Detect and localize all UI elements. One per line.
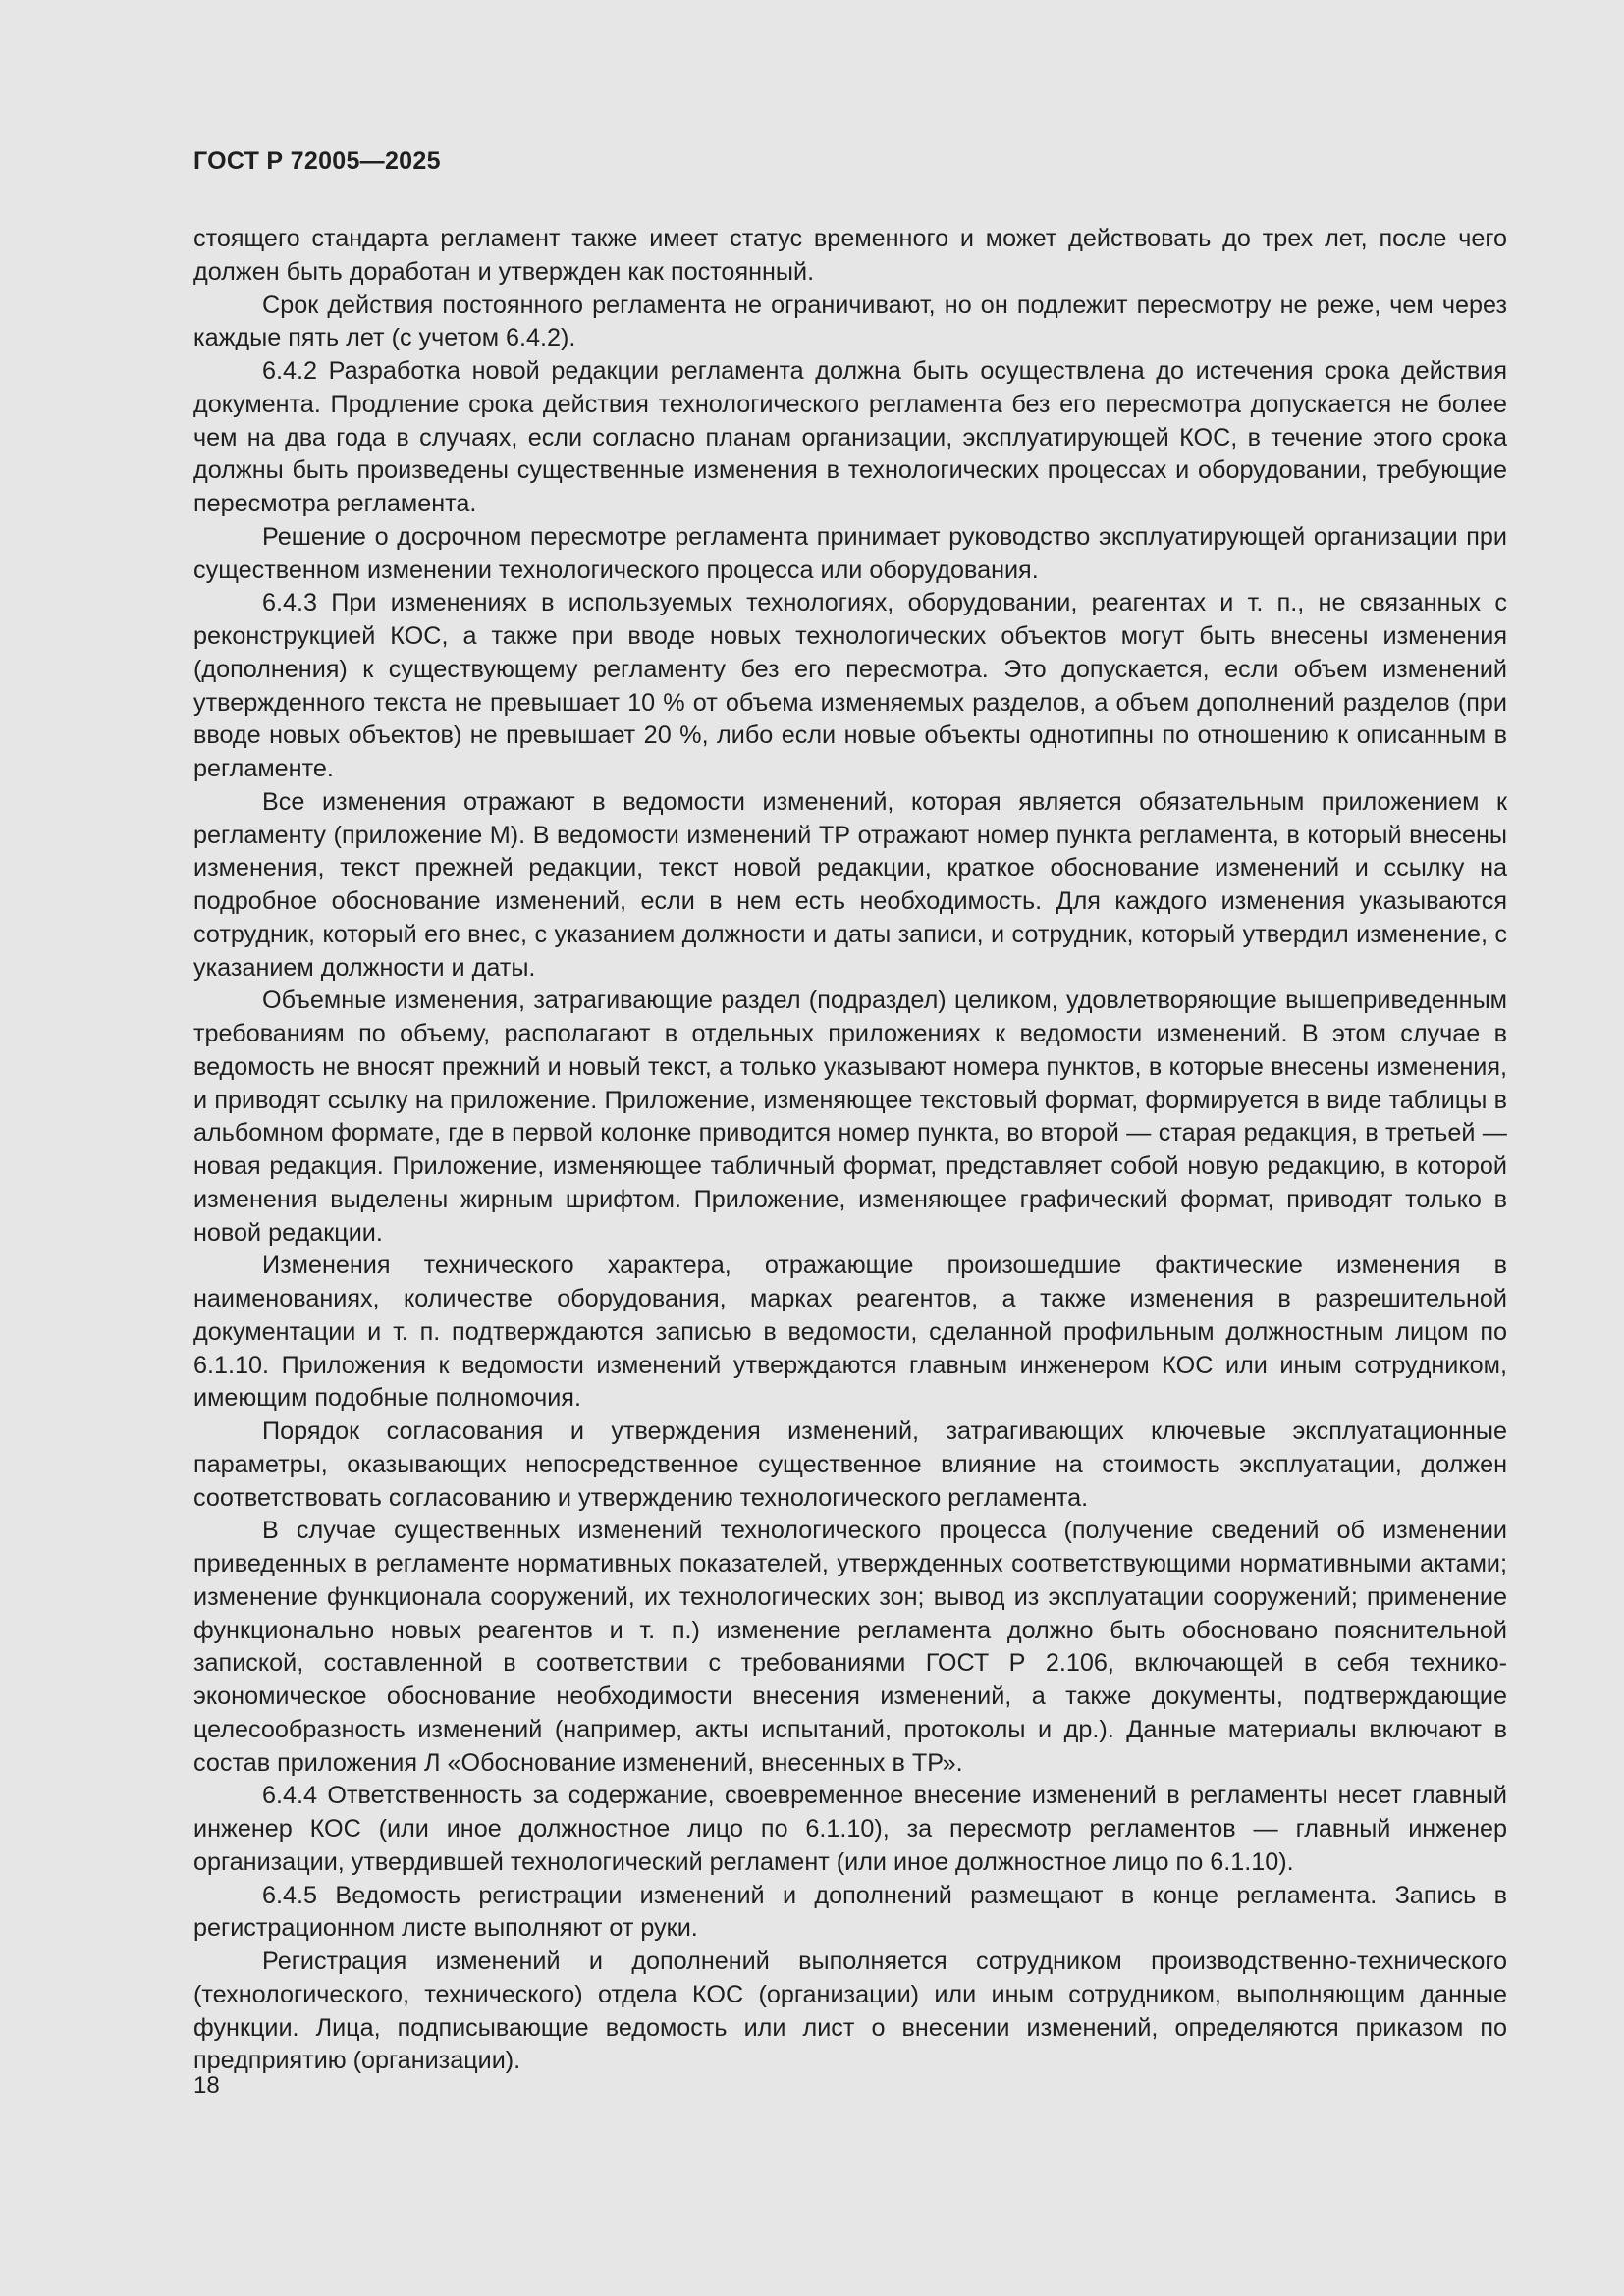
paragraph: Регистрация изменений и дополнений выполняется сотрудником производственно-технического (технологического, технического) отдела КОС (организации) или иным сотрудником, выполняющим данные функции. Лица, подписывающие ведомость или лист о внесении изменений, определяются приказом по предприятию (организации). bbox=[193, 1948, 1507, 2075]
paragraph-6-4-3: 6.4.3 При изменениях в используемых технологиях, оборудовании, реагентах и т. п., не связанных с реконструкцией КОС, а также при вводе новых технологических объектов могут быть внесены изменения (дополнения) к существующему регламенту без его пересмотра. Это допускается, если объем изменений утвержденного текста не превышает 10 % от объема изменяемых разделов, а объем дополнений разделов (при вводе новых объектов) не превышает 20 %, либо если новые объекты однотипны по отношению к описанным в регламенте. bbox=[193, 589, 1507, 782]
paragraph-6-4-2: 6.4.2 Разработка новой редакции регламента должна быть осуществлена до истечения срока действия документа. Продление срока действия технологического регламента без его пересмотра допускается не более чем на два года в случаях, если согласно планам организации, эксплуатирующей КОС, в течение этого срока должны быть произведены существенные изменения в технологических процессах и оборудовании, требующие пересмотра регламента. bbox=[193, 357, 1507, 517]
paragraph-6-4-4: 6.4.4 Ответственность за содержание, своевременное внесение изменений в регламенты несет главный инженер КОС (или иное должностное лицо по 6.1.10), за пересмотр регламентов — главный инженер организации, утвердившей технологический регламент (или иное должностное лицо по 6.1.10). bbox=[193, 1782, 1507, 1876]
paragraph-6-4-5: 6.4.5 Ведомость регистрации изменений и дополнений размещают в конце регламента. Запись в регистрационном листе выполняют от руки. bbox=[193, 1881, 1507, 1943]
document-body bbox=[193, 223, 1507, 2078]
paragraph: Решение о досрочном пересмотре регламента принимает руководство эксплуатирующей организации при существенном изменении технологического процесса или оборудования. bbox=[193, 522, 1507, 584]
paragraph: Изменения технического характера, отражающие произошедшие фактические изменения в наименованиях, количестве оборудования, марках реагентов, а также изменения в разрешительной документации и т. п. подтверждаются записью в ведомости, сделанной профильным должностным лицом по 6.1.10. Приложения к ведомости изменений утверждаются главным инженером КОС или иным сотрудником, имеющим подобные полномочия. bbox=[193, 1252, 1507, 1413]
paragraph: Объемные изменения, затрагивающие раздел (подраздел) целиком, удовлетворяющие вышеприведенным требованиям по объему, располагают в отдельных приложениях к ведомости изменений. В этом случае в ведомость не вносят прежний и новый текст, а только указывают номера пунктов, в которые внесены изменения, и приводят ссылку на приложение. Приложение, изменяющее текстовый формат, формируется в виде таблицы в альбомном формате, где в первой колонке приводится номер пункта, во второй — старая редакция, в третьей — новая редакция. Приложение, изменяющее табличный формат, представляет собой новую редакцию, в которой изменения выделены жирным шрифтом. Приложение, изменяющее графический формат, приводят только в новой редакции. bbox=[193, 987, 1507, 1247]
document-header: ГОСТ Р 72005—2025 bbox=[193, 147, 441, 175]
paragraph: Все изменения отражают в ведомости изменений, которая является обязательным приложением к регламенту (приложение М). В ведомости изменений ТР отражают номер пункта регламента, в который внесены изменения, текст прежней редакции, текст новой редакции, краткое обоснование изменений и ссылку на подробное обоснование изменений, если в нем есть необходимость. Для каждого изменения указываются сотрудник, который его внес, с указанием должности и даты записи, и сотрудник, который утвердил изменение, с указанием должности и даты. bbox=[193, 787, 1507, 982]
paragraph: В случае существенных изменений технологического процесса (получение сведений об изменении приведенных в регламенте нормативных показателей, утвержденных соответствующими нормативными актами; изменение функционала сооружений, их технологических зон; вывод из эксплуатации сооружений; применение функционально новых реагентов и т. п.) изменение регламента должно быть обосновано пояснительной запиской, составленной в соответствии с требованиями ГОСТ Р 2.106, включающей в себя технико-экономическое обоснование необходимости внесения изменений, а также документы, подтверждающие целесообразность изменений (например, акты испытаний, протоколы и др.). Данные материалы включают в состав приложения Л «Обоснование изменений, внесенных в ТР». bbox=[193, 1517, 1507, 1777]
paragraph: Срок действия постоянного регламента не ограничивают, но он подлежит пересмотру не реже, чем через каждые пять лет (с учетом 6.4.2). bbox=[193, 291, 1507, 352]
paragraph: Порядок согласования и утверждения изменений, затрагивающих ключевые эксплуатационные параметры, оказывающих непосредственное существенное влияние на стоимость эксплуатации, должен соответствовать согласованию и утверждению технологического регламента. bbox=[193, 1417, 1507, 1512]
paragraph-continuation: стоящего стандарта регламент также имеет статус временного и может действовать до трех лет, после чего должен быть доработан и утвержден как постоянный. bbox=[193, 225, 1507, 286]
page-number: 18 bbox=[193, 2072, 220, 2099]
